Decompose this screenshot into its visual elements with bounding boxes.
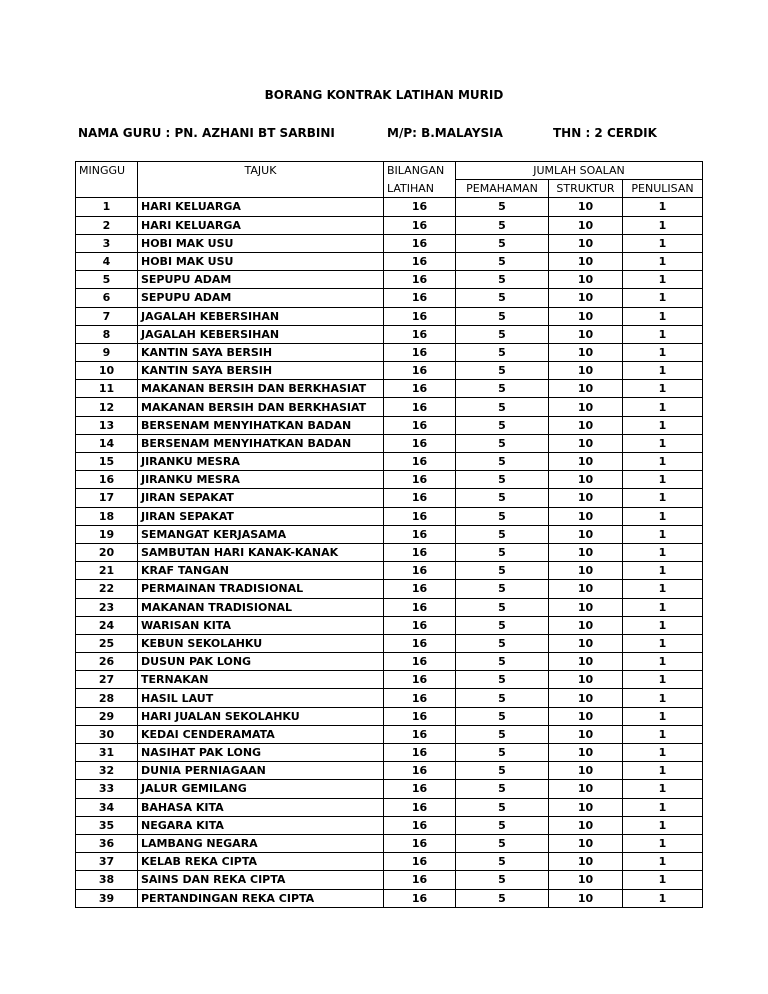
table-row: [76, 834, 703, 852]
cell-tajuk: TERNAKAN: [138, 671, 384, 689]
cell-pemahaman: 5: [456, 507, 549, 525]
cell-tajuk: JAGALAH KEBERSIHAN: [138, 325, 384, 343]
cell-penulisan: 1: [623, 744, 703, 762]
exercise-contract-table: [75, 161, 703, 908]
cell-pemahaman: 5: [456, 689, 549, 707]
cell-pemahaman: 5: [456, 543, 549, 561]
table-row: [76, 671, 703, 689]
cell-struktur: 10: [549, 398, 623, 416]
cell-minggu: 17: [76, 489, 138, 507]
cell-pemahaman: 5: [456, 362, 549, 380]
table-row: [76, 653, 703, 671]
cell-penulisan: 1: [623, 325, 703, 343]
cell-bilangan: 16: [384, 871, 456, 889]
cell-struktur: 10: [549, 507, 623, 525]
cell-penulisan: 1: [623, 416, 703, 434]
cell-bilangan: 16: [384, 816, 456, 834]
cell-penulisan: 1: [623, 252, 703, 270]
cell-bilangan: 16: [384, 252, 456, 270]
cell-minggu: 28: [76, 689, 138, 707]
cell-bilangan: 16: [384, 289, 456, 307]
cell-struktur: 10: [549, 416, 623, 434]
table-row: [76, 889, 703, 907]
table-row: [76, 744, 703, 762]
cell-pemahaman: 5: [456, 489, 549, 507]
cell-minggu: 29: [76, 707, 138, 725]
cell-penulisan: 1: [623, 525, 703, 543]
cell-tajuk: HASIL LAUT: [138, 689, 384, 707]
cell-tajuk: HOBI MAK USU: [138, 252, 384, 270]
cell-struktur: 10: [549, 343, 623, 361]
cell-minggu: 3: [76, 234, 138, 252]
cell-struktur: 10: [549, 598, 623, 616]
cell-struktur: 10: [549, 525, 623, 543]
cell-tajuk: BERSENAM MENYIHATKAN BADAN: [138, 416, 384, 434]
cell-tajuk: KRAF TANGAN: [138, 562, 384, 580]
cell-pemahaman: 5: [456, 707, 549, 725]
cell-minggu: 30: [76, 725, 138, 743]
cell-minggu: 10: [76, 362, 138, 380]
cell-penulisan: 1: [623, 653, 703, 671]
header-struktur: STRUKTUR: [549, 180, 623, 198]
cell-penulisan: 1: [623, 398, 703, 416]
cell-struktur: 10: [549, 634, 623, 652]
cell-penulisan: 1: [623, 543, 703, 561]
table-row: [76, 325, 703, 343]
cell-minggu: 36: [76, 834, 138, 852]
cell-tajuk: NASIHAT PAK LONG: [138, 744, 384, 762]
cell-minggu: 31: [76, 744, 138, 762]
cell-minggu: 25: [76, 634, 138, 652]
table-row: [76, 307, 703, 325]
cell-pemahaman: 5: [456, 471, 549, 489]
cell-pemahaman: 5: [456, 671, 549, 689]
cell-pemahaman: 5: [456, 380, 549, 398]
cell-minggu: 1: [76, 198, 138, 216]
table-row: [76, 343, 703, 361]
cell-pemahaman: 5: [456, 325, 549, 343]
table-row: [76, 762, 703, 780]
cell-pemahaman: 5: [456, 871, 549, 889]
cell-struktur: 10: [549, 744, 623, 762]
cell-tajuk: SAINS DAN REKA CIPTA: [138, 871, 384, 889]
cell-struktur: 10: [549, 252, 623, 270]
cell-struktur: 10: [549, 762, 623, 780]
cell-pemahaman: 5: [456, 562, 549, 580]
table-row: [76, 816, 703, 834]
cell-bilangan: 16: [384, 889, 456, 907]
cell-struktur: 10: [549, 580, 623, 598]
teacher-name: NAMA GURU : PN. AZHANI BT SARBINI: [78, 126, 335, 140]
cell-penulisan: 1: [623, 762, 703, 780]
cell-penulisan: 1: [623, 489, 703, 507]
cell-bilangan: 16: [384, 434, 456, 452]
cell-penulisan: 1: [623, 580, 703, 598]
cell-penulisan: 1: [623, 889, 703, 907]
cell-pemahaman: 5: [456, 653, 549, 671]
table-row: [76, 453, 703, 471]
cell-struktur: 10: [549, 307, 623, 325]
table-row: [76, 562, 703, 580]
cell-tajuk: SEMANGAT KERJASAMA: [138, 525, 384, 543]
cell-penulisan: 1: [623, 871, 703, 889]
cell-minggu: 35: [76, 816, 138, 834]
table-row: [76, 634, 703, 652]
cell-pemahaman: 5: [456, 234, 549, 252]
cell-penulisan: 1: [623, 798, 703, 816]
cell-struktur: 10: [549, 780, 623, 798]
cell-penulisan: 1: [623, 707, 703, 725]
cell-penulisan: 1: [623, 853, 703, 871]
cell-pemahaman: 5: [456, 798, 549, 816]
cell-pemahaman: 5: [456, 198, 549, 216]
cell-bilangan: 16: [384, 307, 456, 325]
cell-pemahaman: 5: [456, 216, 549, 234]
cell-minggu: 34: [76, 798, 138, 816]
cell-bilangan: 16: [384, 543, 456, 561]
cell-tajuk: DUSUN PAK LONG: [138, 653, 384, 671]
cell-penulisan: 1: [623, 598, 703, 616]
cell-tajuk: HARI JUALAN SEKOLAHKU: [138, 707, 384, 725]
class-year: THN : 2 CERDIK: [553, 126, 657, 140]
cell-minggu: 12: [76, 398, 138, 416]
cell-struktur: 10: [549, 489, 623, 507]
table-row: [76, 598, 703, 616]
cell-bilangan: 16: [384, 598, 456, 616]
cell-tajuk: MAKANAN BERSIH DAN BERKHASIAT: [138, 398, 384, 416]
cell-tajuk: HARI KELUARGA: [138, 216, 384, 234]
cell-struktur: 10: [549, 289, 623, 307]
cell-bilangan: 16: [384, 343, 456, 361]
cell-minggu: 33: [76, 780, 138, 798]
table-row: [76, 707, 703, 725]
cell-bilangan: 16: [384, 580, 456, 598]
cell-pemahaman: 5: [456, 307, 549, 325]
cell-minggu: 16: [76, 471, 138, 489]
cell-struktur: 10: [549, 798, 623, 816]
cell-tajuk: WARISAN KITA: [138, 616, 384, 634]
cell-pemahaman: 5: [456, 780, 549, 798]
header-jumlah-soalan: JUMLAH SOALAN: [456, 162, 703, 180]
table-row: [76, 234, 703, 252]
cell-tajuk: SEPUPU ADAM: [138, 271, 384, 289]
table-row: [76, 271, 703, 289]
cell-penulisan: 1: [623, 234, 703, 252]
cell-tajuk: JAGALAH KEBERSIHAN: [138, 307, 384, 325]
table-row: [76, 398, 703, 416]
cell-minggu: 4: [76, 252, 138, 270]
table-row: [76, 525, 703, 543]
cell-pemahaman: 5: [456, 889, 549, 907]
cell-pemahaman: 5: [456, 252, 549, 270]
table-row: [76, 798, 703, 816]
cell-penulisan: 1: [623, 271, 703, 289]
cell-struktur: 10: [549, 434, 623, 452]
cell-struktur: 10: [549, 871, 623, 889]
table-row: [76, 362, 703, 380]
cell-pemahaman: 5: [456, 525, 549, 543]
cell-struktur: 10: [549, 653, 623, 671]
cell-minggu: 9: [76, 343, 138, 361]
cell-bilangan: 16: [384, 471, 456, 489]
cell-struktur: 10: [549, 471, 623, 489]
cell-penulisan: 1: [623, 834, 703, 852]
cell-tajuk: JIRAN SEPAKAT: [138, 507, 384, 525]
table-row: [76, 380, 703, 398]
cell-bilangan: 16: [384, 853, 456, 871]
cell-bilangan: 16: [384, 398, 456, 416]
cell-bilangan: 16: [384, 762, 456, 780]
cell-penulisan: 1: [623, 671, 703, 689]
cell-pemahaman: 5: [456, 744, 549, 762]
cell-tajuk: MAKANAN TRADISIONAL: [138, 598, 384, 616]
cell-pemahaman: 5: [456, 416, 549, 434]
cell-penulisan: 1: [623, 216, 703, 234]
cell-tajuk: KELAB REKA CIPTA: [138, 853, 384, 871]
cell-pemahaman: 5: [456, 580, 549, 598]
cell-bilangan: 16: [384, 616, 456, 634]
cell-minggu: 37: [76, 853, 138, 871]
cell-tajuk: JIRANKU MESRA: [138, 471, 384, 489]
cell-bilangan: 16: [384, 507, 456, 525]
cell-struktur: 10: [549, 853, 623, 871]
cell-bilangan: 16: [384, 271, 456, 289]
cell-minggu: 14: [76, 434, 138, 452]
cell-bilangan: 16: [384, 234, 456, 252]
cell-struktur: 10: [549, 234, 623, 252]
cell-penulisan: 1: [623, 689, 703, 707]
table-row: [76, 198, 703, 216]
cell-struktur: 10: [549, 380, 623, 398]
cell-tajuk: JALUR GEMILANG: [138, 780, 384, 798]
table-row: [76, 780, 703, 798]
cell-struktur: 10: [549, 562, 623, 580]
table-row: [76, 689, 703, 707]
cell-penulisan: 1: [623, 362, 703, 380]
cell-minggu: 24: [76, 616, 138, 634]
cell-penulisan: 1: [623, 434, 703, 452]
cell-minggu: 22: [76, 580, 138, 598]
header-penulisan: PENULISAN: [623, 180, 703, 198]
cell-minggu: 38: [76, 871, 138, 889]
cell-penulisan: 1: [623, 471, 703, 489]
cell-pemahaman: 5: [456, 725, 549, 743]
cell-penulisan: 1: [623, 507, 703, 525]
cell-minggu: 27: [76, 671, 138, 689]
cell-bilangan: 16: [384, 380, 456, 398]
table-row: [76, 489, 703, 507]
cell-bilangan: 16: [384, 834, 456, 852]
cell-pemahaman: 5: [456, 343, 549, 361]
cell-struktur: 10: [549, 834, 623, 852]
table-row: [76, 252, 703, 270]
header-tajuk: TAJUK: [138, 162, 384, 198]
cell-struktur: 10: [549, 453, 623, 471]
cell-bilangan: 16: [384, 489, 456, 507]
cell-minggu: 23: [76, 598, 138, 616]
cell-bilangan: 16: [384, 653, 456, 671]
cell-bilangan: 16: [384, 416, 456, 434]
cell-struktur: 10: [549, 198, 623, 216]
cell-tajuk: LAMBANG NEGARA: [138, 834, 384, 852]
cell-struktur: 10: [549, 543, 623, 561]
table-row: [76, 471, 703, 489]
cell-penulisan: 1: [623, 343, 703, 361]
cell-tajuk: BAHASA KITA: [138, 798, 384, 816]
table-row: [76, 416, 703, 434]
cell-minggu: 18: [76, 507, 138, 525]
cell-pemahaman: 5: [456, 616, 549, 634]
cell-penulisan: 1: [623, 725, 703, 743]
cell-minggu: 19: [76, 525, 138, 543]
table-row: [76, 725, 703, 743]
cell-penulisan: 1: [623, 816, 703, 834]
cell-bilangan: 16: [384, 744, 456, 762]
cell-struktur: 10: [549, 889, 623, 907]
cell-struktur: 10: [549, 671, 623, 689]
cell-pemahaman: 5: [456, 853, 549, 871]
cell-bilangan: 16: [384, 216, 456, 234]
table-row: [76, 871, 703, 889]
cell-penulisan: 1: [623, 198, 703, 216]
cell-pemahaman: 5: [456, 453, 549, 471]
cell-bilangan: 16: [384, 525, 456, 543]
cell-struktur: 10: [549, 325, 623, 343]
cell-penulisan: 1: [623, 634, 703, 652]
cell-tajuk: KEBUN SEKOLAHKU: [138, 634, 384, 652]
cell-minggu: 11: [76, 380, 138, 398]
cell-minggu: 15: [76, 453, 138, 471]
cell-minggu: 7: [76, 307, 138, 325]
header-pemahaman: PEMAHAMAN: [456, 180, 549, 198]
cell-penulisan: 1: [623, 616, 703, 634]
cell-struktur: 10: [549, 616, 623, 634]
cell-tajuk: HARI KELUARGA: [138, 198, 384, 216]
cell-tajuk: JIRAN SEPAKAT: [138, 489, 384, 507]
cell-tajuk: JIRANKU MESRA: [138, 453, 384, 471]
cell-penulisan: 1: [623, 380, 703, 398]
cell-tajuk: NEGARA KITA: [138, 816, 384, 834]
cell-pemahaman: 5: [456, 289, 549, 307]
cell-penulisan: 1: [623, 307, 703, 325]
cell-tajuk: MAKANAN BERSIH DAN BERKHASIAT: [138, 380, 384, 398]
cell-tajuk: DUNIA PERNIAGAAN: [138, 762, 384, 780]
cell-tajuk: KEDAI CENDERAMATA: [138, 725, 384, 743]
cell-minggu: 2: [76, 216, 138, 234]
header-bilangan: BILANGAN: [384, 162, 456, 180]
cell-tajuk: PERMAINAN TRADISIONAL: [138, 580, 384, 598]
subject: M/P: B.MALAYSIA: [387, 126, 503, 140]
cell-minggu: 5: [76, 271, 138, 289]
cell-bilangan: 16: [384, 362, 456, 380]
cell-bilangan: 16: [384, 798, 456, 816]
cell-bilangan: 16: [384, 198, 456, 216]
cell-penulisan: 1: [623, 453, 703, 471]
cell-tajuk: SEPUPU ADAM: [138, 289, 384, 307]
form-title: BORANG KONTRAK LATIHAN MURID: [264, 88, 504, 102]
cell-pemahaman: 5: [456, 634, 549, 652]
cell-bilangan: 16: [384, 725, 456, 743]
cell-bilangan: 16: [384, 780, 456, 798]
table-row: [76, 507, 703, 525]
cell-struktur: 10: [549, 816, 623, 834]
cell-struktur: 10: [549, 707, 623, 725]
cell-bilangan: 16: [384, 325, 456, 343]
cell-tajuk: SAMBUTAN HARI KANAK-KANAK: [138, 543, 384, 561]
cell-minggu: 32: [76, 762, 138, 780]
table-row: [76, 216, 703, 234]
cell-pemahaman: 5: [456, 816, 549, 834]
cell-minggu: 8: [76, 325, 138, 343]
header-latihan: LATIHAN: [384, 180, 456, 198]
cell-struktur: 10: [549, 216, 623, 234]
cell-pemahaman: 5: [456, 598, 549, 616]
cell-bilangan: 16: [384, 689, 456, 707]
cell-pemahaman: 5: [456, 398, 549, 416]
header-minggu: MINGGU: [76, 162, 138, 198]
cell-pemahaman: 5: [456, 834, 549, 852]
cell-bilangan: 16: [384, 707, 456, 725]
table-row: [76, 434, 703, 452]
cell-minggu: 21: [76, 562, 138, 580]
cell-minggu: 6: [76, 289, 138, 307]
cell-minggu: 13: [76, 416, 138, 434]
cell-minggu: 20: [76, 543, 138, 561]
cell-struktur: 10: [549, 689, 623, 707]
cell-tajuk: PERTANDINGAN REKA CIPTA: [138, 889, 384, 907]
table-row: [76, 616, 703, 634]
cell-penulisan: 1: [623, 289, 703, 307]
cell-minggu: 26: [76, 653, 138, 671]
cell-tajuk: HOBI MAK USU: [138, 234, 384, 252]
table-row: [76, 580, 703, 598]
cell-struktur: 10: [549, 362, 623, 380]
cell-struktur: 10: [549, 271, 623, 289]
cell-struktur: 10: [549, 725, 623, 743]
cell-pemahaman: 5: [456, 434, 549, 452]
cell-penulisan: 1: [623, 780, 703, 798]
cell-tajuk: KANTIN SAYA BERSIH: [138, 343, 384, 361]
cell-pemahaman: 5: [456, 762, 549, 780]
table-row: [76, 543, 703, 561]
cell-tajuk: KANTIN SAYA BERSIH: [138, 362, 384, 380]
table-body: [76, 198, 703, 907]
table-row: [76, 289, 703, 307]
cell-bilangan: 16: [384, 634, 456, 652]
cell-pemahaman: 5: [456, 271, 549, 289]
cell-penulisan: 1: [623, 562, 703, 580]
table-row: [76, 853, 703, 871]
cell-minggu: 39: [76, 889, 138, 907]
cell-tajuk: BERSENAM MENYIHATKAN BADAN: [138, 434, 384, 452]
cell-bilangan: 16: [384, 562, 456, 580]
cell-bilangan: 16: [384, 453, 456, 471]
cell-bilangan: 16: [384, 671, 456, 689]
